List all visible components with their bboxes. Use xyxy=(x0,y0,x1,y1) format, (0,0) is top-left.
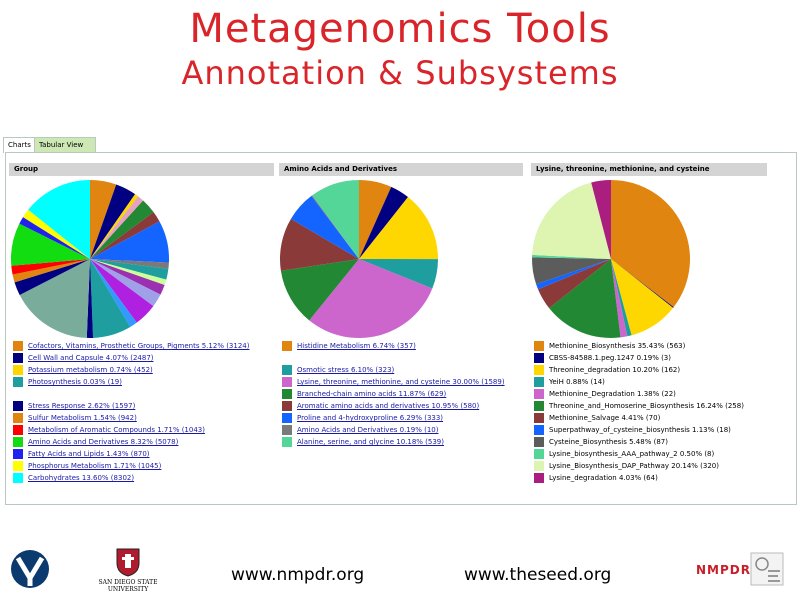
nmpdr-logo-text: NMPDR xyxy=(696,563,751,577)
nmpdr-emblem-icon xyxy=(750,552,784,586)
legend-swatch xyxy=(282,377,292,387)
pie-chart-group xyxy=(10,179,170,339)
panel-header-lysine: Lysine, threonine, methionine, and cysteine xyxy=(531,163,767,176)
legend-swatch xyxy=(13,401,23,411)
legend-swatch xyxy=(13,473,23,483)
nmpdr-url-link[interactable]: www.nmpdr.org xyxy=(231,565,365,585)
slide-subtitle: Annotation & Subsystems xyxy=(181,54,619,92)
legend-swatch xyxy=(534,425,544,435)
panel-header-amino-acids: Amino Acids and Derivatives xyxy=(279,163,523,176)
legend-label: Threonine_degradation 10.20% (162) xyxy=(549,366,681,374)
legend-label[interactable]: Amino Acids and Derivatives 8.32% (5078) xyxy=(28,438,179,446)
legend-label: Lysine_degradation 4.03% (64) xyxy=(549,474,658,482)
legend-label[interactable]: Alanine, serine, and glycine 10.18% (539) xyxy=(297,438,444,446)
legend-swatch xyxy=(13,425,23,435)
legend-label[interactable]: Fatty Acids and Lipids 1.43% (870) xyxy=(28,450,150,458)
theseed-url-link[interactable]: www.theseed.org xyxy=(464,565,612,585)
legend-swatch xyxy=(13,437,23,447)
legend-label[interactable]: Metabolism of Aromatic Compounds 1.71% (1043) xyxy=(28,426,205,434)
legend-swatch xyxy=(534,353,544,363)
legend-label[interactable]: Carbohydrates 13.60% (8302) xyxy=(28,474,135,482)
legend-swatch xyxy=(13,413,23,423)
legend-swatch xyxy=(534,473,544,483)
legend-label[interactable]: Cell Wall and Capsule 4.07% (2487) xyxy=(28,354,154,362)
legend-swatch xyxy=(282,341,292,351)
legend-swatch xyxy=(282,437,292,447)
legend-swatch xyxy=(534,437,544,447)
legend-swatch xyxy=(534,365,544,375)
legend-swatch xyxy=(13,353,23,363)
pie-chart-lysine xyxy=(531,179,691,339)
legend-swatch xyxy=(282,389,292,399)
legend-label[interactable]: Phosphorus Metabolism 1.71% (1045) xyxy=(28,462,162,470)
legend-swatch xyxy=(282,425,292,435)
sdsu-logo-text: SAN DIEGO STATE UNIVERSITY xyxy=(98,579,158,593)
legend-label: Lysine_biosynthesis_AAA_pathway_2 0.50% (8) xyxy=(549,450,715,458)
legend-label: Lysine_Biosynthesis_DAP_Pathway 20.14% (320) xyxy=(549,462,719,470)
legend-swatch xyxy=(282,401,292,411)
legend-label[interactable]: Osmotic stress 6.10% (323) xyxy=(297,366,395,374)
legend-swatch xyxy=(534,449,544,459)
legend-lysine xyxy=(534,341,784,497)
legend-label: CBSS-84588.1.peg.1247 0.19% (3) xyxy=(549,354,671,362)
legend-label[interactable]: Cofactors, Vitamins, Prosthetic Groups, Pigments 5.12% (3124) xyxy=(28,342,250,350)
legend-label[interactable]: Aromatic amino acids and derivatives 10.95% (580) xyxy=(297,402,480,410)
legend-swatch xyxy=(282,413,292,423)
legend-swatch xyxy=(13,341,23,351)
legend-label[interactable]: Photosynthesis 0.03% (19) xyxy=(28,378,122,386)
legend-label: Superpathway_of_cysteine_biosynthesis 1.13% (18) xyxy=(549,426,731,434)
legend-swatch xyxy=(534,389,544,399)
legend-swatch xyxy=(534,377,544,387)
legend-label: Methionine_Degradation 1.38% (22) xyxy=(549,390,676,398)
legend-label[interactable]: Potassium metabolism 0.74% (452) xyxy=(28,366,153,374)
legend-label: YeiH 0.88% (14) xyxy=(549,378,605,386)
legend-swatch xyxy=(13,461,23,471)
legend-label: Methionine_Biosynthesis 35.43% (563) xyxy=(549,342,686,350)
legend-swatch xyxy=(534,413,544,423)
legend-swatch xyxy=(13,449,23,459)
legend-swatch xyxy=(534,341,544,351)
panel-header-group: Group xyxy=(9,163,274,176)
tab-tabular-view[interactable]: Tabular View xyxy=(34,137,96,153)
legend-swatch xyxy=(534,461,544,471)
legend-amino-acids xyxy=(282,341,527,491)
legend-label[interactable]: Amino Acids and Derivatives 0.19% (10) xyxy=(297,426,439,434)
legend-label[interactable]: Histidine Metabolism 6.74% (357) xyxy=(297,342,416,350)
legend-label[interactable]: Branched-chain amino acids 11.87% (629) xyxy=(297,390,447,398)
legend-label[interactable]: Proline and 4-hydroxyproline 6.29% (333) xyxy=(297,414,444,422)
legend-label: Threonine_and_Homoserine_Biosynthesis 16.24% (258) xyxy=(549,402,744,410)
legend-swatch xyxy=(13,377,23,387)
legend-group xyxy=(13,341,275,491)
tab-charts[interactable]: Charts xyxy=(3,137,37,153)
legend-label[interactable]: Sulfur Metabolism 1.54% (942) xyxy=(28,414,137,422)
legend-swatch xyxy=(534,401,544,411)
legend-label: Cysteine_Biosynthesis 5.48% (87) xyxy=(549,438,668,446)
legend-label[interactable]: Stress Response 2.62% (1597) xyxy=(28,402,136,410)
legend-swatch xyxy=(13,365,23,375)
university-seal-logo xyxy=(10,548,50,590)
legend-label: Methionine_Salvage 4.41% (70) xyxy=(549,414,661,422)
pie-chart-amino-acids xyxy=(279,179,439,339)
legend-label[interactable]: Lysine, threonine, methionine, and cysteine 30.00% (1589) xyxy=(297,378,505,386)
slide-title: Metagenomics Tools xyxy=(189,6,611,52)
sdsu-shield-logo xyxy=(114,547,142,577)
legend-swatch xyxy=(282,365,292,375)
